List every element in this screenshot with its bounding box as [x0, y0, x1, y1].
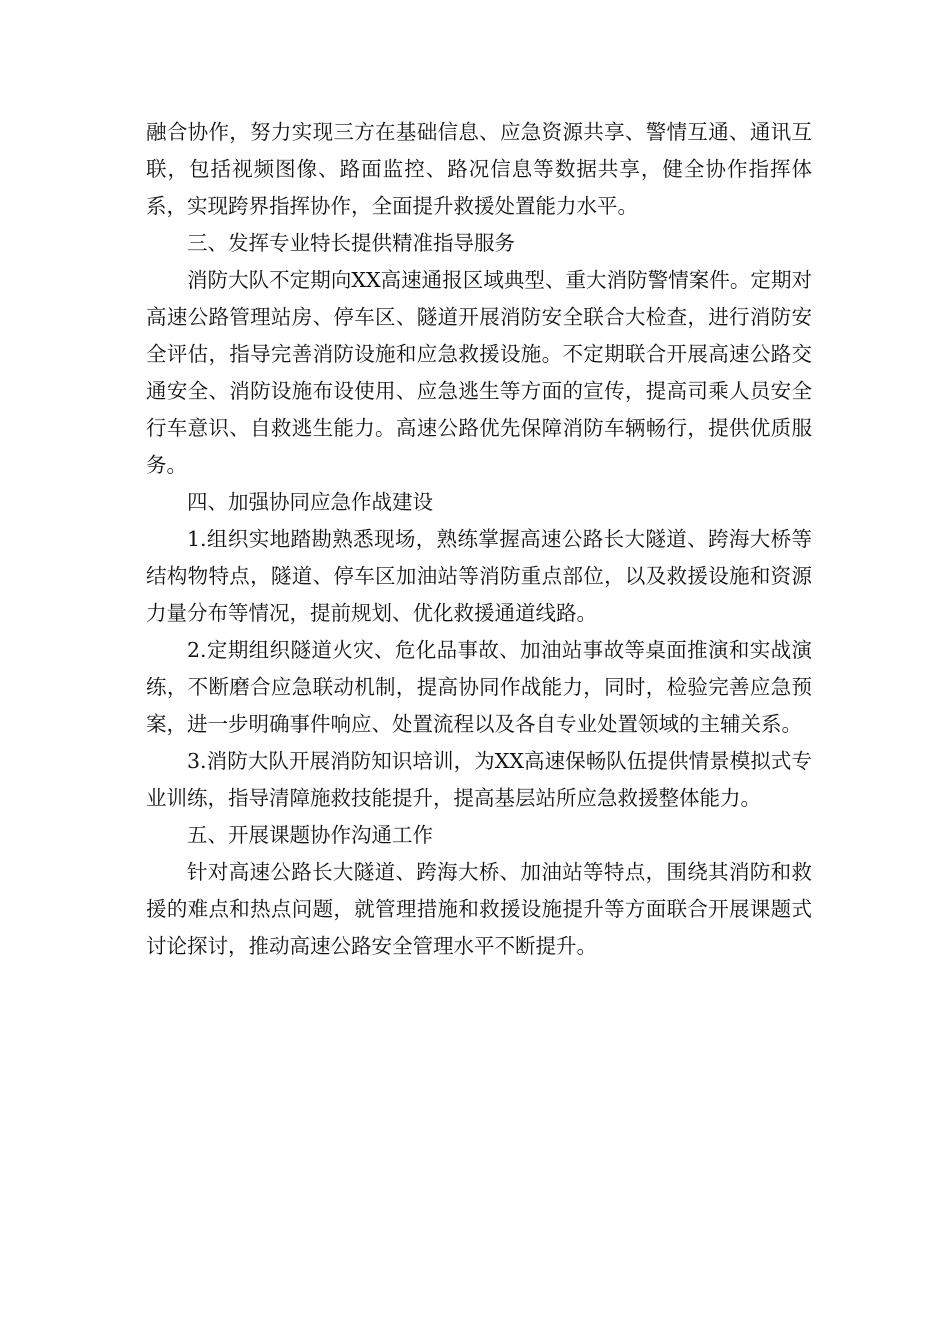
heading-section-three: 三、发挥专业特长提供精准指导服务	[187, 231, 515, 255]
paragraph-item-1-site-survey: 1.组织实地踏勘熟悉现场，熟练掌握高速公路长大隧道、跨海大桥等结构物特点，隧道、停车区加油站等消防重点部位，以及救援设施和资源力量分布等情况，提前规划、优化救援通道线路。	[146, 527, 812, 625]
paragraph-collaboration-continued: 融合协作，努力实现三方在基础信息、应急资源共享、警情互通、通讯互联，包括视频图像、路面监控、路况信息等数据共享，健全协作指挥体系，实现跨界指挥协作，全面提升救援处置能力水平。	[146, 120, 812, 218]
paragraph-item-3-training: 3.消防大队开展消防知识培训，为XX高速保畅队伍提供情景模拟式专业训练，指导清障施救技能提升，提高基层站所应急救援整体能力。	[146, 749, 812, 810]
paragraph-item-2-drills: 2.定期组织隧道火灾、危化品事故、加油站事故等桌面推演和实战演练，不断磨合应急联动机制，提高协同作战能力，同时，检验完善应急预案，进一步明确事件响应、处置流程以及各自专业处置领域的主辅关系。	[146, 638, 812, 736]
document-body	[146, 114, 812, 965]
paragraph-research-collaboration: 针对高速公路长大隧道、跨海大桥、加油站等特点，围绕其消防和救援的难点和热点问题，就管理措施和救援设施提升等方面联合开展课题式讨论探讨，推动高速公路安全管理水平不断提升。	[146, 860, 812, 958]
paragraph-guidance-service: 消防大队不定期向XX高速通报区域典型、重大消防警情案件。定期对高速公路管理站房、停车区、隧道开展消防安全联合大检查，进行消防安全评估，指导完善消防设施和应急救援设施。不定期联合开展高速公路交通安全、消防设施布设使用、应急逃生等方面的宣传，提高司乘人员安全行车意识、自救逃生能力。高速公路优先保障消防车辆畅行，提供优质服务。	[146, 268, 812, 477]
heading-section-five: 五、开展课题协作沟通工作	[187, 823, 433, 847]
heading-section-four: 四、加强协同应急作战建设	[187, 490, 433, 514]
